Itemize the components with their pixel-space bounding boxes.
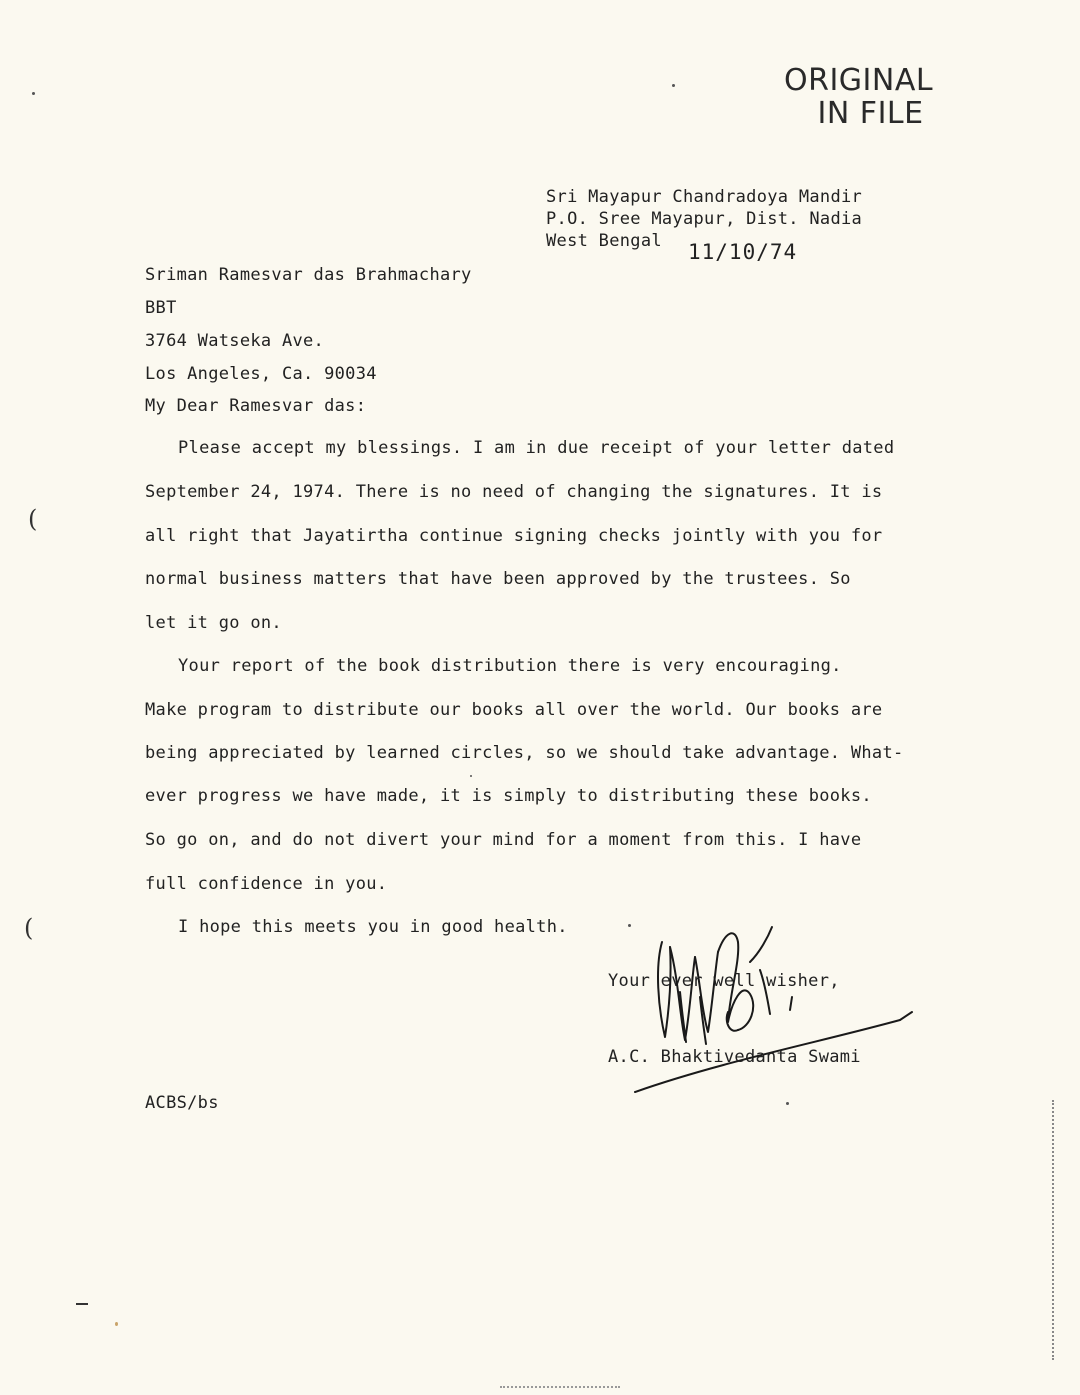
original-in-file-stamp — [784, 64, 933, 130]
recipient-line: Sriman Ramesvar das Brahmachary — [145, 265, 472, 285]
body-line: all right that Jayatirtha continue signing checks jointly with you for — [145, 526, 883, 546]
recipient-line: 3764 Watseka Ave. — [145, 331, 325, 351]
recipient-line: Los Angeles, Ca. 90034 — [145, 364, 377, 384]
salutation: My Dear Ramesvar das: — [145, 396, 367, 416]
signer-name: A.C. Bhaktivedanta Swami — [608, 1047, 861, 1067]
body-line: being appreciated by learned circles, so we should take advantage. What- — [145, 743, 904, 763]
body-line: let it go on. — [145, 613, 282, 633]
sender-address-line: P.O. Sree Mayapur, Dist. Nadia — [546, 209, 863, 229]
body-line: Make program to distribute our books all over the world. Our books are — [145, 700, 883, 720]
body-line: ever progress we have made, it is simply to distributing these books. — [145, 786, 872, 806]
signature-icon — [600, 922, 920, 1097]
sender-address-line: West Bengal — [546, 231, 662, 251]
body-line: full confidence in you. — [145, 874, 388, 894]
speck — [786, 1102, 789, 1105]
speck — [470, 775, 472, 777]
punch-mark-icon: ( — [24, 914, 34, 942]
speck — [672, 84, 675, 87]
body-line: Please accept my blessings. I am in due receipt of your letter dated — [178, 438, 895, 458]
closing: Your ever well wisher, — [608, 971, 840, 991]
scan-mark — [76, 1303, 88, 1305]
speck — [32, 92, 35, 95]
recipient-line: BBT — [145, 298, 177, 318]
stamp-line-2: IN FILE — [817, 96, 924, 131]
body-line: I hope this meets you in good health. — [178, 917, 568, 937]
body-line: September 24, 1974. There is no need of changing the signatures. It is — [145, 482, 883, 502]
reference-initials: ACBS/bs — [145, 1093, 219, 1113]
letter-date: 11/10/74 — [688, 240, 798, 264]
scan-edge — [1052, 1100, 1056, 1360]
scan-edge — [500, 1386, 620, 1391]
body-line: normal business matters that have been approved by the trustees. So — [145, 569, 851, 589]
speck — [115, 1322, 118, 1326]
sender-address-line: Sri Mayapur Chandradoya Mandir — [546, 187, 863, 207]
stamp-line-1: ORIGINAL — [784, 63, 934, 98]
body-line: So go on, and do not divert your mind for a moment from this. I have — [145, 830, 862, 850]
punch-mark-icon: ( — [28, 505, 38, 533]
body-line: Your report of the book distribution there is very encouraging. — [178, 656, 842, 676]
speck — [628, 924, 631, 927]
